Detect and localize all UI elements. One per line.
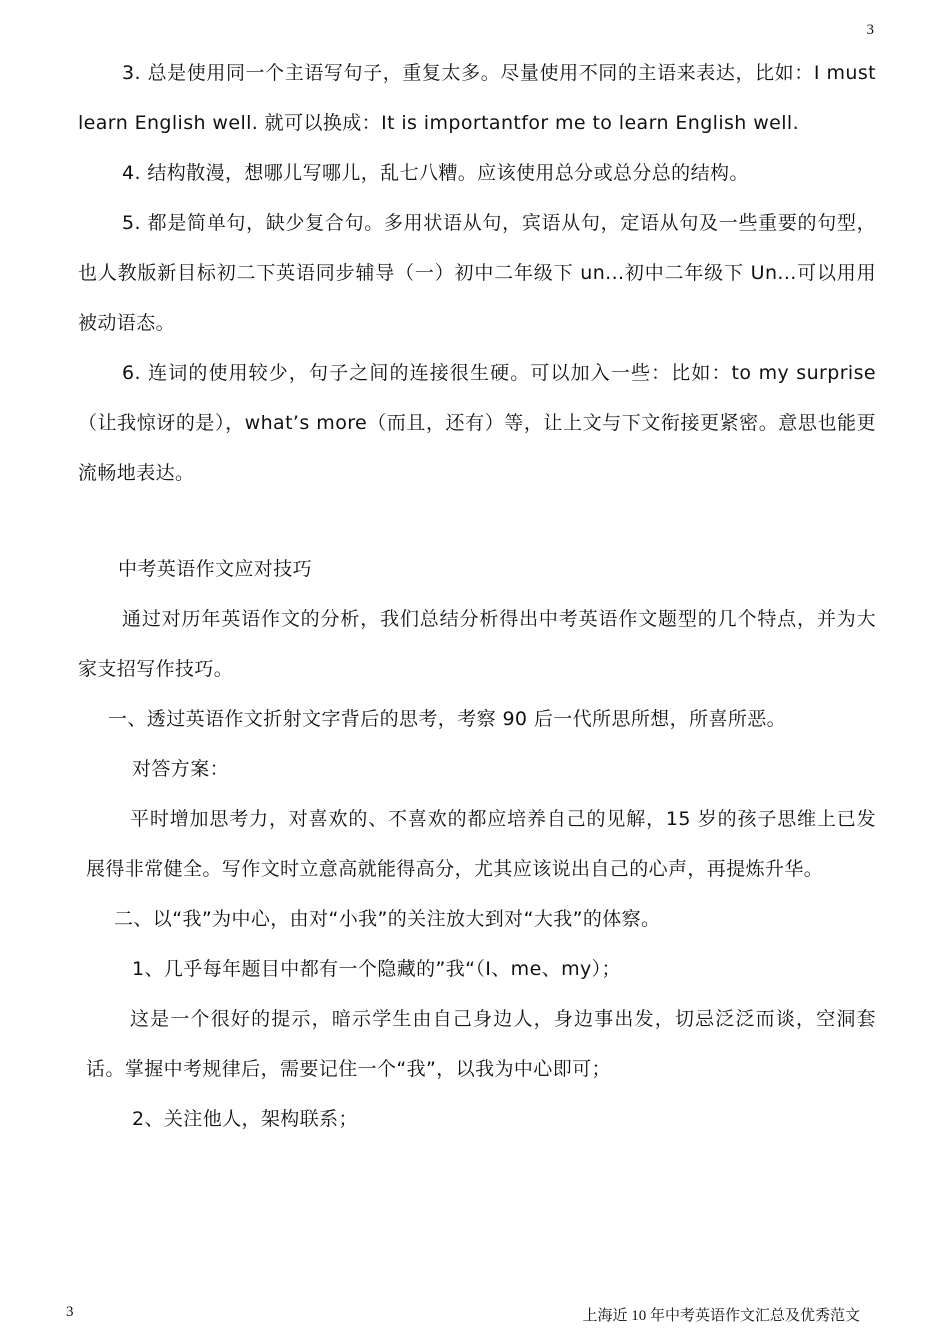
- paragraph-item-5: 5. 都是简单句，缺少复合句。多用状语从句，宾语从句，定语从句及一些重要的句型，也人教版新目标初二下英语同步辅导（一）初中二年级下 un...初中二年级下 Un...可以用用被动语态。: [78, 212, 876, 334]
- footer-document-title: 上海近 10 年中考英语作文汇总及优秀范文: [582, 1308, 860, 1324]
- section-intro: 通过对历年英语作文的分析，我们总结分析得出中考英语作文题型的几个特点，并为大家支招写作技巧。: [78, 608, 876, 680]
- sub-point-one: 1、几乎每年题目中都有一个隐藏的”我“（I、me、my）；: [132, 958, 621, 980]
- answer-text: 平时增加思考力，对喜欢的、不喜欢的都应培养自己的见解，15 岁的孩子思维上已发展得非常健全。写作文时立意高就能得高分，尤其应该说出自己的心声，再提炼升华。: [86, 808, 876, 880]
- paragraph-item-3: 3. 总是使用同一个主语写句子，重复太多。尽量使用不同的主语来表达，比如：I must learn English well. 就可以换成：It is importantfor me to learn English well.: [78, 62, 876, 134]
- footer-page-number: 3: [66, 1304, 74, 1320]
- paragraph-item-6: 6. 连词的使用较少，句子之间的连接很生硬。可以加入一些：比如：to my surprise（让我惊讶的是），what’s more（而且，还有）等，让上文与下文衔接更紧密。意思也能更流畅地表达。: [78, 362, 876, 484]
- section-gap: [78, 498, 876, 544]
- sub-point-one-text: 这是一个很好的提示，暗示学生由自己身边人，身边事出发，切忌泛泛而谈，空洞套话。掌握中考规律后，需要记住一个“我”，以我为中心即可；: [86, 1008, 876, 1080]
- point-two: 二、以“我”为中心，由对“小我”的关注放大到对“大我”的体察。: [114, 908, 661, 930]
- sub-point-two: 2、关注他人，架构联系；: [132, 1108, 358, 1130]
- answer-label: 对答方案：: [132, 758, 230, 780]
- section-title: 中考英语作文应对技巧: [118, 558, 313, 580]
- document-body: [78, 48, 876, 1144]
- point-one: 一、透过英语作文折射文字背后的思考，考察 90 后一代所思所想，所喜所恶。: [108, 708, 787, 730]
- header-page-number: 3: [866, 22, 874, 38]
- paragraph-item-4: 4. 结构散漫，想哪儿写哪儿，乱七八糟。应该使用总分或总分总的结构。: [122, 162, 749, 184]
